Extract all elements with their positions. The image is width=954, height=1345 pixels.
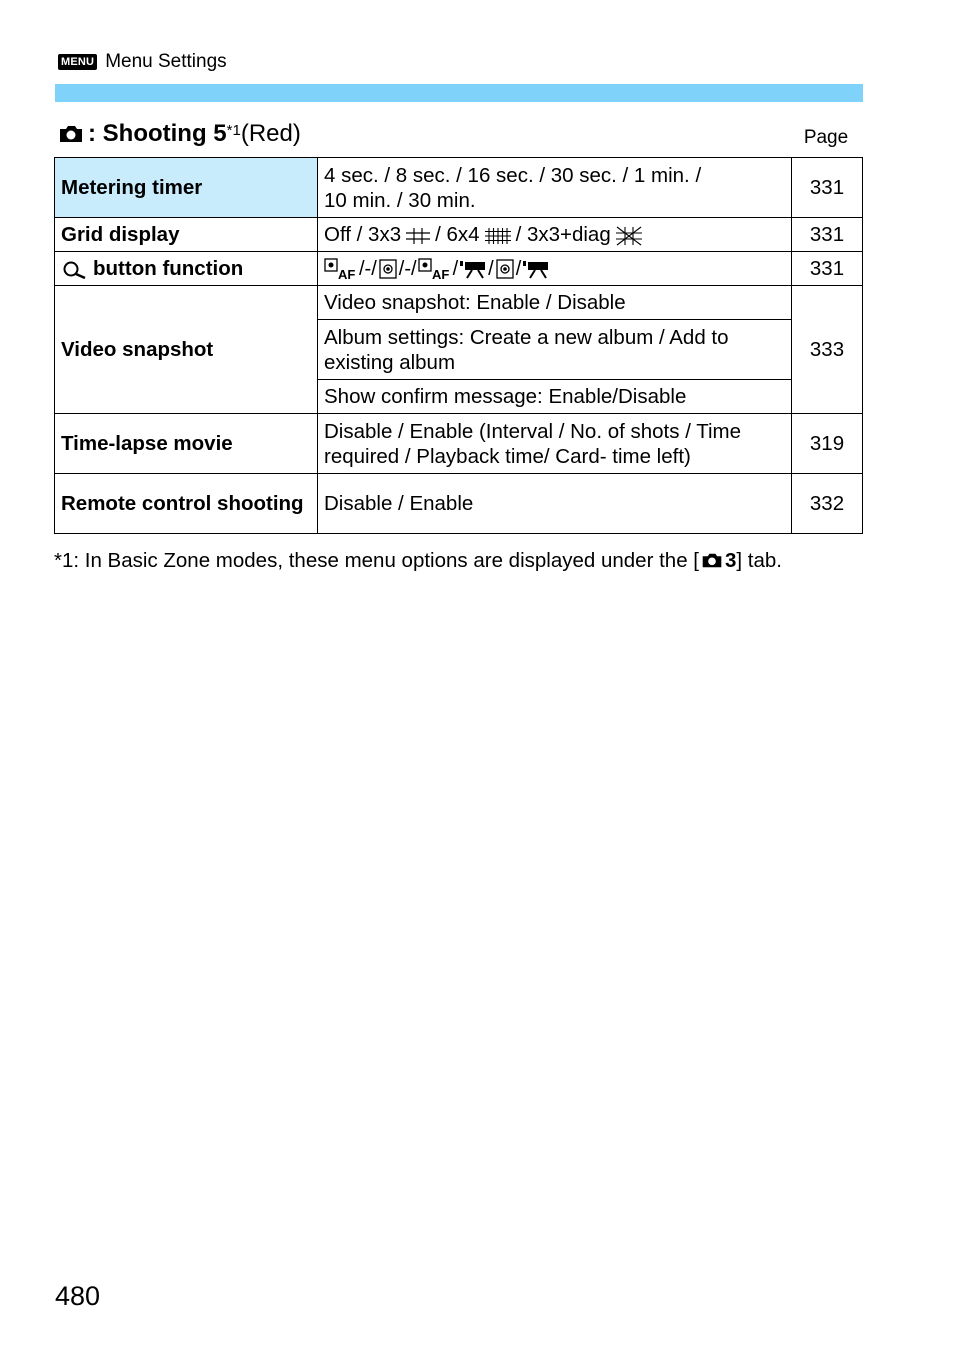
section-title-suffix: (Red) [240, 120, 301, 147]
menu-item-page: 319 [792, 414, 863, 474]
menu-item-name: Video snapshot [55, 286, 318, 414]
page-column-label: Page [803, 127, 849, 148]
menu-item-page: 333 [792, 286, 863, 414]
menu-settings-table [54, 157, 863, 534]
page-header [58, 50, 227, 74]
menu-item-name: button function [55, 252, 318, 286]
page-number: 480 [55, 1281, 101, 1311]
menu-badge: MENU [58, 54, 97, 70]
grid-3x3-icon [405, 227, 431, 245]
face-tracking-af-icon [324, 258, 358, 280]
camera-icon [58, 124, 84, 144]
magnify-icon [61, 261, 87, 279]
table-row [55, 218, 863, 252]
menu-item-options: Disable / Enable [318, 474, 792, 534]
menu-item-options: AF /-/ /-/ AF / / / [318, 252, 792, 286]
menu-item-options: Video snapshot: Enable / Disable [318, 286, 792, 320]
grid-6x4-icon [484, 227, 512, 245]
face-detection-icon [378, 258, 398, 280]
menu-item-options: 4 sec. / 8 sec. / 16 sec. / 30 sec. / 1 min. / 10 min. / 30 min. [318, 158, 792, 218]
camera-icon [701, 552, 723, 569]
section-footnote-mark: *1 [226, 121, 241, 139]
face-detection-icon [495, 258, 515, 280]
menu-item-options: Disable / Enable (Interval / No. of shots / Time required / Playback time/ Card- time left) [318, 414, 792, 474]
header-bar [55, 84, 863, 102]
menu-item-name: Time-lapse movie [55, 414, 318, 474]
movie-icon [522, 259, 550, 279]
table-row [55, 414, 863, 474]
footnote: *1: In Basic Zone modes, these menu options are displayed under the [ 3] tab. [54, 549, 782, 572]
face-tracking-af-icon [418, 258, 452, 280]
menu-item-name: Grid display [55, 218, 318, 252]
table-row [55, 286, 863, 320]
menu-item-name: Remote control shooting [55, 474, 318, 534]
menu-item-options: Album settings: Create a new album / Add to existing album [318, 320, 792, 380]
svg-text:AF: AF [338, 267, 356, 281]
menu-item-page: 331 [792, 158, 863, 218]
header-title: Menu Settings [105, 51, 227, 72]
menu-item-page: 332 [792, 474, 863, 534]
menu-item-page: 331 [792, 252, 863, 286]
svg-text:AF: AF [431, 267, 449, 281]
table-row [55, 158, 863, 218]
menu-item-name: Metering timer [55, 158, 318, 218]
movie-icon [459, 259, 487, 279]
table-row [55, 474, 863, 534]
menu-item-options: Off / 3x3 / 6x4 / 3x3+diag [318, 218, 792, 252]
section-title [58, 116, 301, 152]
grid-3x3-diag-icon [615, 226, 643, 246]
table-row [55, 252, 863, 286]
menu-item-options: Show confirm message: Enable/Disable [318, 380, 792, 414]
section-title-text: : Shooting 5 [88, 120, 227, 147]
menu-item-page: 331 [792, 218, 863, 252]
